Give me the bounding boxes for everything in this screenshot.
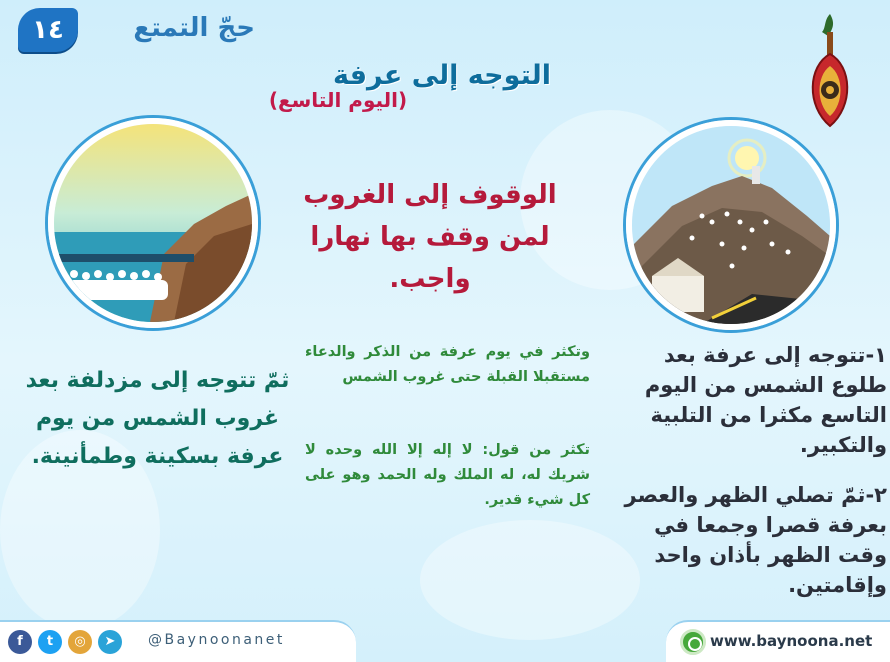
step-1-text: ١-تتوجه إلى عرفة بعد طلوع الشمس من اليوم التاسع مكثرا من التلبية والتكبير. <box>644 343 887 457</box>
muzdalifah-text: ثمّ تتوجه إلى مزدلفة بعد غروب الشمس من يوم عرفة بسكينة وطمأنينة. <box>25 368 290 469</box>
globe-icon <box>680 629 706 655</box>
callout-line: لمن وقف بها نهارا <box>310 222 550 252</box>
muzdalifah-scene-image <box>48 118 258 328</box>
website-footer-bar <box>666 620 890 662</box>
page-subtitle: (اليوم التاسع) <box>268 88 408 112</box>
social-footer-bar <box>0 620 356 662</box>
series-title: حجّ التمتع <box>133 13 255 43</box>
social-handle[interactable]: @Baynoonanet <box>148 632 285 648</box>
tahlil-paragraph: تكثر من قول: لا إله إلا الله وحده لا شريك له، له الملك وله الحمد وهو على كل شيء قدير. <box>305 442 590 508</box>
callout-line: واجب. <box>389 264 471 294</box>
instagram-icon[interactable]: ◎ <box>68 630 92 654</box>
wuquf-ruling-callout <box>300 174 560 304</box>
background-swirl <box>420 520 640 640</box>
page-title: التوجه إلى عرفة <box>333 60 551 91</box>
twitter-icon[interactable]: t <box>38 630 62 654</box>
telegram-icon[interactable]: ➤ <box>98 630 122 654</box>
series-number-badge: ١٤ <box>18 8 78 52</box>
mount-arafat-scene-image <box>626 120 836 330</box>
step-2-text: ٢-ثمّ تصلي الظهر والعصر بعرفة قصرا وجمعا في وقت الظهر بأذان واحد وإقامتين. <box>624 483 887 597</box>
website-link[interactable]: www.baynoona.net <box>710 632 873 650</box>
dhikr-paragraph: وتكثر في يوم عرفة من الذكر والدعاء مستقبلا القبلة حتى غروب الشمس <box>305 344 590 385</box>
facebook-icon[interactable]: f <box>8 630 32 654</box>
callout-line: الوقوف إلى الغروب <box>303 180 557 210</box>
brand-logo-icon <box>800 10 860 130</box>
